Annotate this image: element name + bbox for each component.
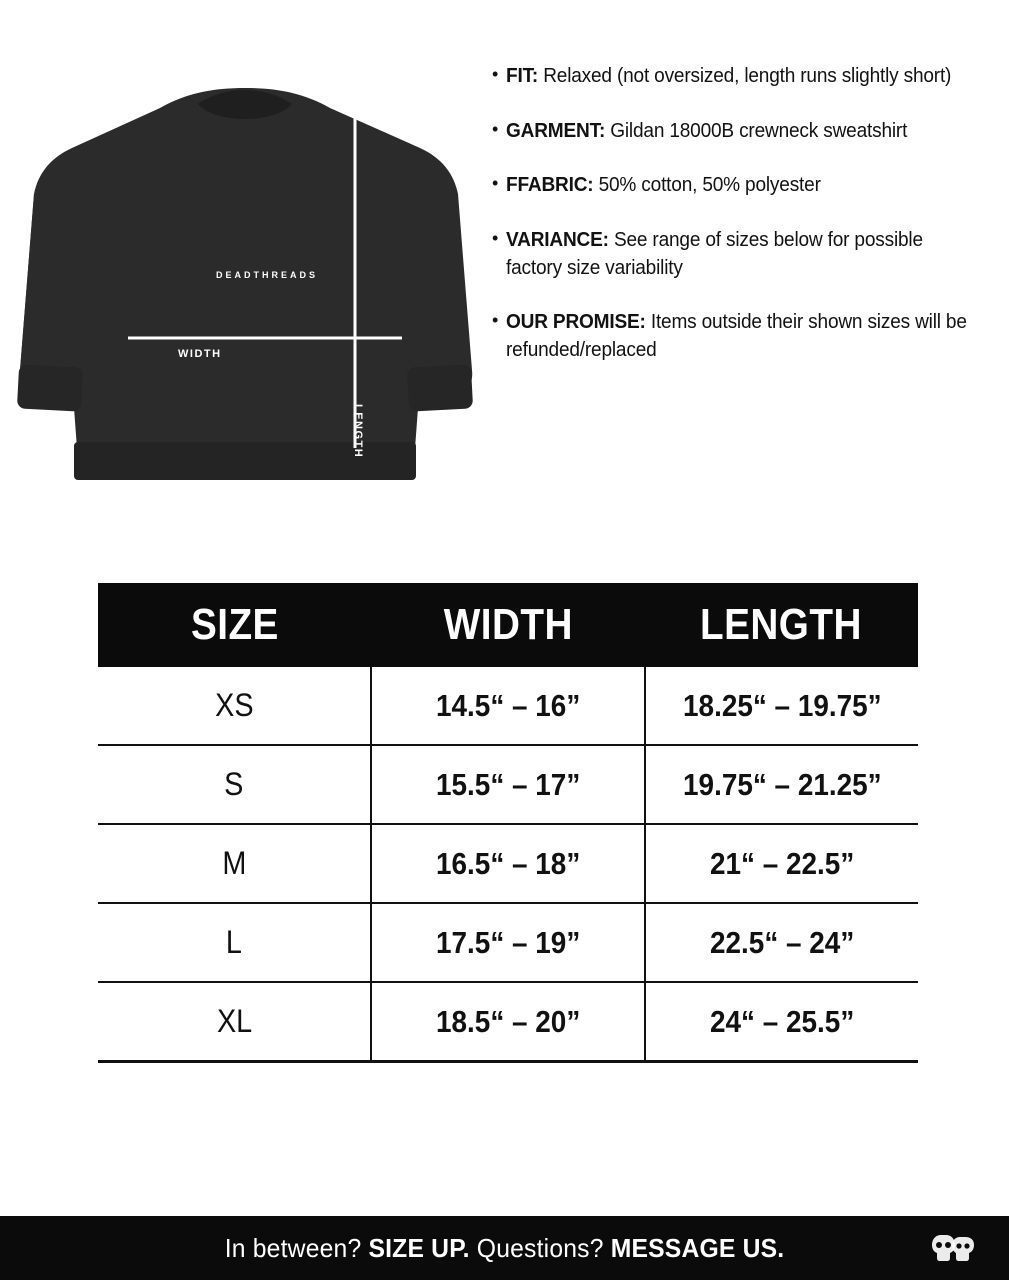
size-chart <box>98 583 918 1063</box>
size-table-head <box>98 583 918 667</box>
cell-length-value: 22.5“ – 24” <box>709 924 854 960</box>
bullet-text-fit: Relaxed (not oversized, length runs slightly short) <box>538 64 952 87</box>
cell-length <box>645 745 918 824</box>
cell-width <box>371 824 644 903</box>
bullet-item-fit <box>492 62 1002 90</box>
cell-size-value: M <box>222 845 247 881</box>
footer-banner <box>0 1216 1009 1280</box>
cell-width <box>371 982 644 1062</box>
bullet-item-promise <box>492 308 1002 363</box>
cell-length <box>645 824 918 903</box>
header-width <box>371 583 644 667</box>
size-table <box>98 583 918 1063</box>
bullet-dot-icon: • <box>492 228 499 249</box>
cell-length-value: 24“ – 25.5” <box>709 1003 854 1039</box>
footer-text-part4: MESSAGE US. <box>610 1232 785 1263</box>
cell-length <box>645 667 918 745</box>
bullet-lead-variance: VARIANCE: <box>506 228 609 252</box>
cell-size <box>98 667 371 745</box>
cell-width <box>371 745 644 824</box>
footer-text-part3: Questions? <box>469 1232 611 1263</box>
cell-width-value: 15.5“ – 17” <box>435 766 581 802</box>
width-measure-label: WIDTH <box>178 348 222 360</box>
cell-length-value: 21“ – 22.5” <box>709 845 854 881</box>
table-row <box>98 745 918 824</box>
bullet-dot-icon: • <box>492 173 499 194</box>
cell-size-value: L <box>226 924 243 960</box>
cell-width-value: 16.5“ – 18” <box>435 845 581 881</box>
bullet-text-garment: Gildan 18000B crewneck sweatshirt <box>605 118 908 142</box>
bullet-lead-promise: OUR PROMISE: <box>506 310 646 334</box>
cell-size-value: XS <box>214 687 254 723</box>
cell-length <box>645 982 918 1062</box>
footer-message <box>225 1233 785 1264</box>
bullet-item-variance <box>492 226 1002 281</box>
cell-length-value: 18.25“ – 19.75” <box>682 687 882 723</box>
cell-width-value: 17.5“ – 19” <box>435 924 581 960</box>
table-row <box>98 667 918 745</box>
table-row <box>98 982 918 1062</box>
cell-width <box>371 667 644 745</box>
sweatshirt-graphic <box>10 70 480 490</box>
bullet-lead-fabric: FFABRIC: <box>506 173 594 197</box>
length-measure-label: LENGTH <box>352 404 364 459</box>
bullet-lead-garment: GARMENT: <box>506 118 606 142</box>
bullet-dot-icon: • <box>492 64 499 84</box>
cell-width-value: 18.5“ – 20” <box>435 1003 581 1039</box>
footer-text-part2: SIZE UP. <box>368 1232 470 1263</box>
header-length-label: LENGTH <box>700 600 863 649</box>
bullet-text-variance: See range of sizes below for possible factory size variability <box>506 228 923 279</box>
cell-size-value: XL <box>216 1003 252 1039</box>
garment-illustration <box>10 70 480 490</box>
footer-text-part1: In between? <box>224 1232 369 1263</box>
header-size-label: SIZE <box>190 600 279 649</box>
skull-icon <box>931 1231 975 1265</box>
cell-width-value: 14.5“ – 16” <box>435 687 581 723</box>
cell-size <box>98 745 371 824</box>
table-row <box>98 824 918 903</box>
header-length <box>645 583 918 667</box>
cell-size <box>98 824 371 903</box>
header-size <box>98 583 371 667</box>
size-table-body <box>98 667 918 1062</box>
bullet-item-garment <box>492 117 1002 145</box>
table-row <box>98 903 918 982</box>
cell-size <box>98 903 371 982</box>
bullet-text-promise: Items outside their shown sizes will be refunded/replaced <box>506 310 967 362</box>
cell-length <box>645 903 918 982</box>
details-bullet-list <box>492 62 1002 391</box>
cell-size-value: S <box>224 766 244 802</box>
cell-size <box>98 982 371 1062</box>
cell-width <box>371 903 644 982</box>
cell-length-value: 19.75“ – 21.25” <box>682 766 882 802</box>
top-info-section <box>0 0 1009 540</box>
bullet-item-fabric <box>492 171 1002 199</box>
bullet-dot-icon: • <box>492 118 499 139</box>
bullet-dot-icon: • <box>492 310 499 331</box>
brand-wordmark: DEADTHREADS <box>216 270 319 280</box>
bullet-text-fabric: 50% cotton, 50% polyester <box>593 173 821 197</box>
header-width-label: WIDTH <box>443 600 573 649</box>
table-header-row <box>98 583 918 667</box>
bullet-lead-fit: FIT: <box>506 64 539 87</box>
